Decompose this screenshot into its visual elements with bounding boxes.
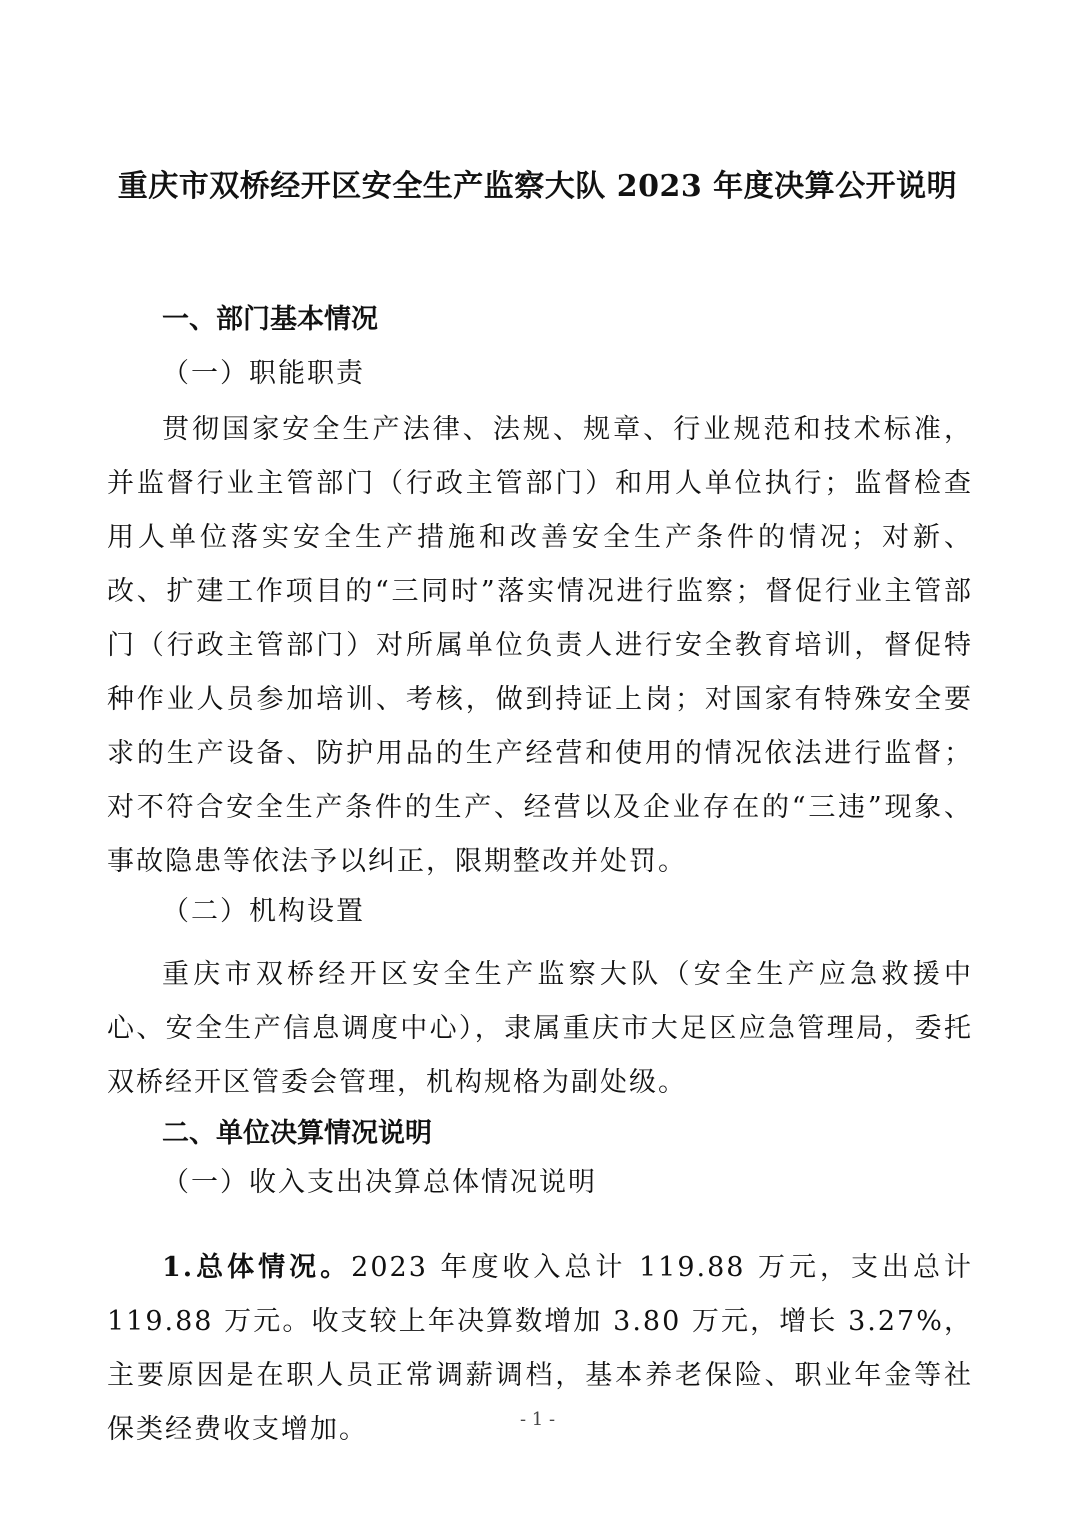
paragraph-lead: 1.总体情况。 (162, 1252, 352, 1283)
paragraph-organization: 重庆市双桥经开区安全生产监察大队（安全生产应急救援中心、安全生产信息调度中心），隶属重庆市大足区应急管理局，委托双桥经开区管委会管理，机构规格为副处级。 (107, 959, 973, 1098)
section-heading-basic-info: 一、部门基本情况 (162, 304, 378, 335)
section-heading-budget: 二、单位决算情况说明 (162, 1118, 432, 1149)
subheading-organization: （二）机构设置 (162, 896, 365, 927)
paragraph-overall-text: 2023 年度收入总计 119.88 万元，支出总计 119.88 万元。收支较上年决算数增加 3.80 万元，增长 3.27%，主要原因是在职人员正常调薪调档，基本养老保险、职业年金等社保类经费收支增加。 (107, 1252, 974, 1445)
subheading-functions: （一）职能职责 (162, 358, 365, 389)
paragraph-functions: 贯彻国家安全生产法律、法规、规章、行业规范和技术标准，并监督行业主管部门（行政主管部门）和用人单位执行；监督检查用人单位落实安全生产措施和改善安全生产条件的情况；对新、改、扩建工作项目的“三同时”落实情况进行监察；督促行业主管部门（行政主管部门）对所属单位负责人进行安全教育培训，督促特种作业人员参加培训、考核，做到持证上岗；对国家有特殊安全要求的生产设备、防护用品的生产经营和使用的情况依法进行监督；对不符合安全生产条件的生产、经营以及企业存在的“三违”现象、事故隐患等依法予以纠正，限期整改并处罚。 (107, 414, 973, 877)
page-number: - 1 - (519, 1409, 556, 1430)
document-title: 重庆市双桥经开区安全生产监察大队 2023 年度决算公开说明 (117, 169, 958, 204)
subheading-income-expense: （一）收入支出决算总体情况说明 (162, 1167, 597, 1198)
